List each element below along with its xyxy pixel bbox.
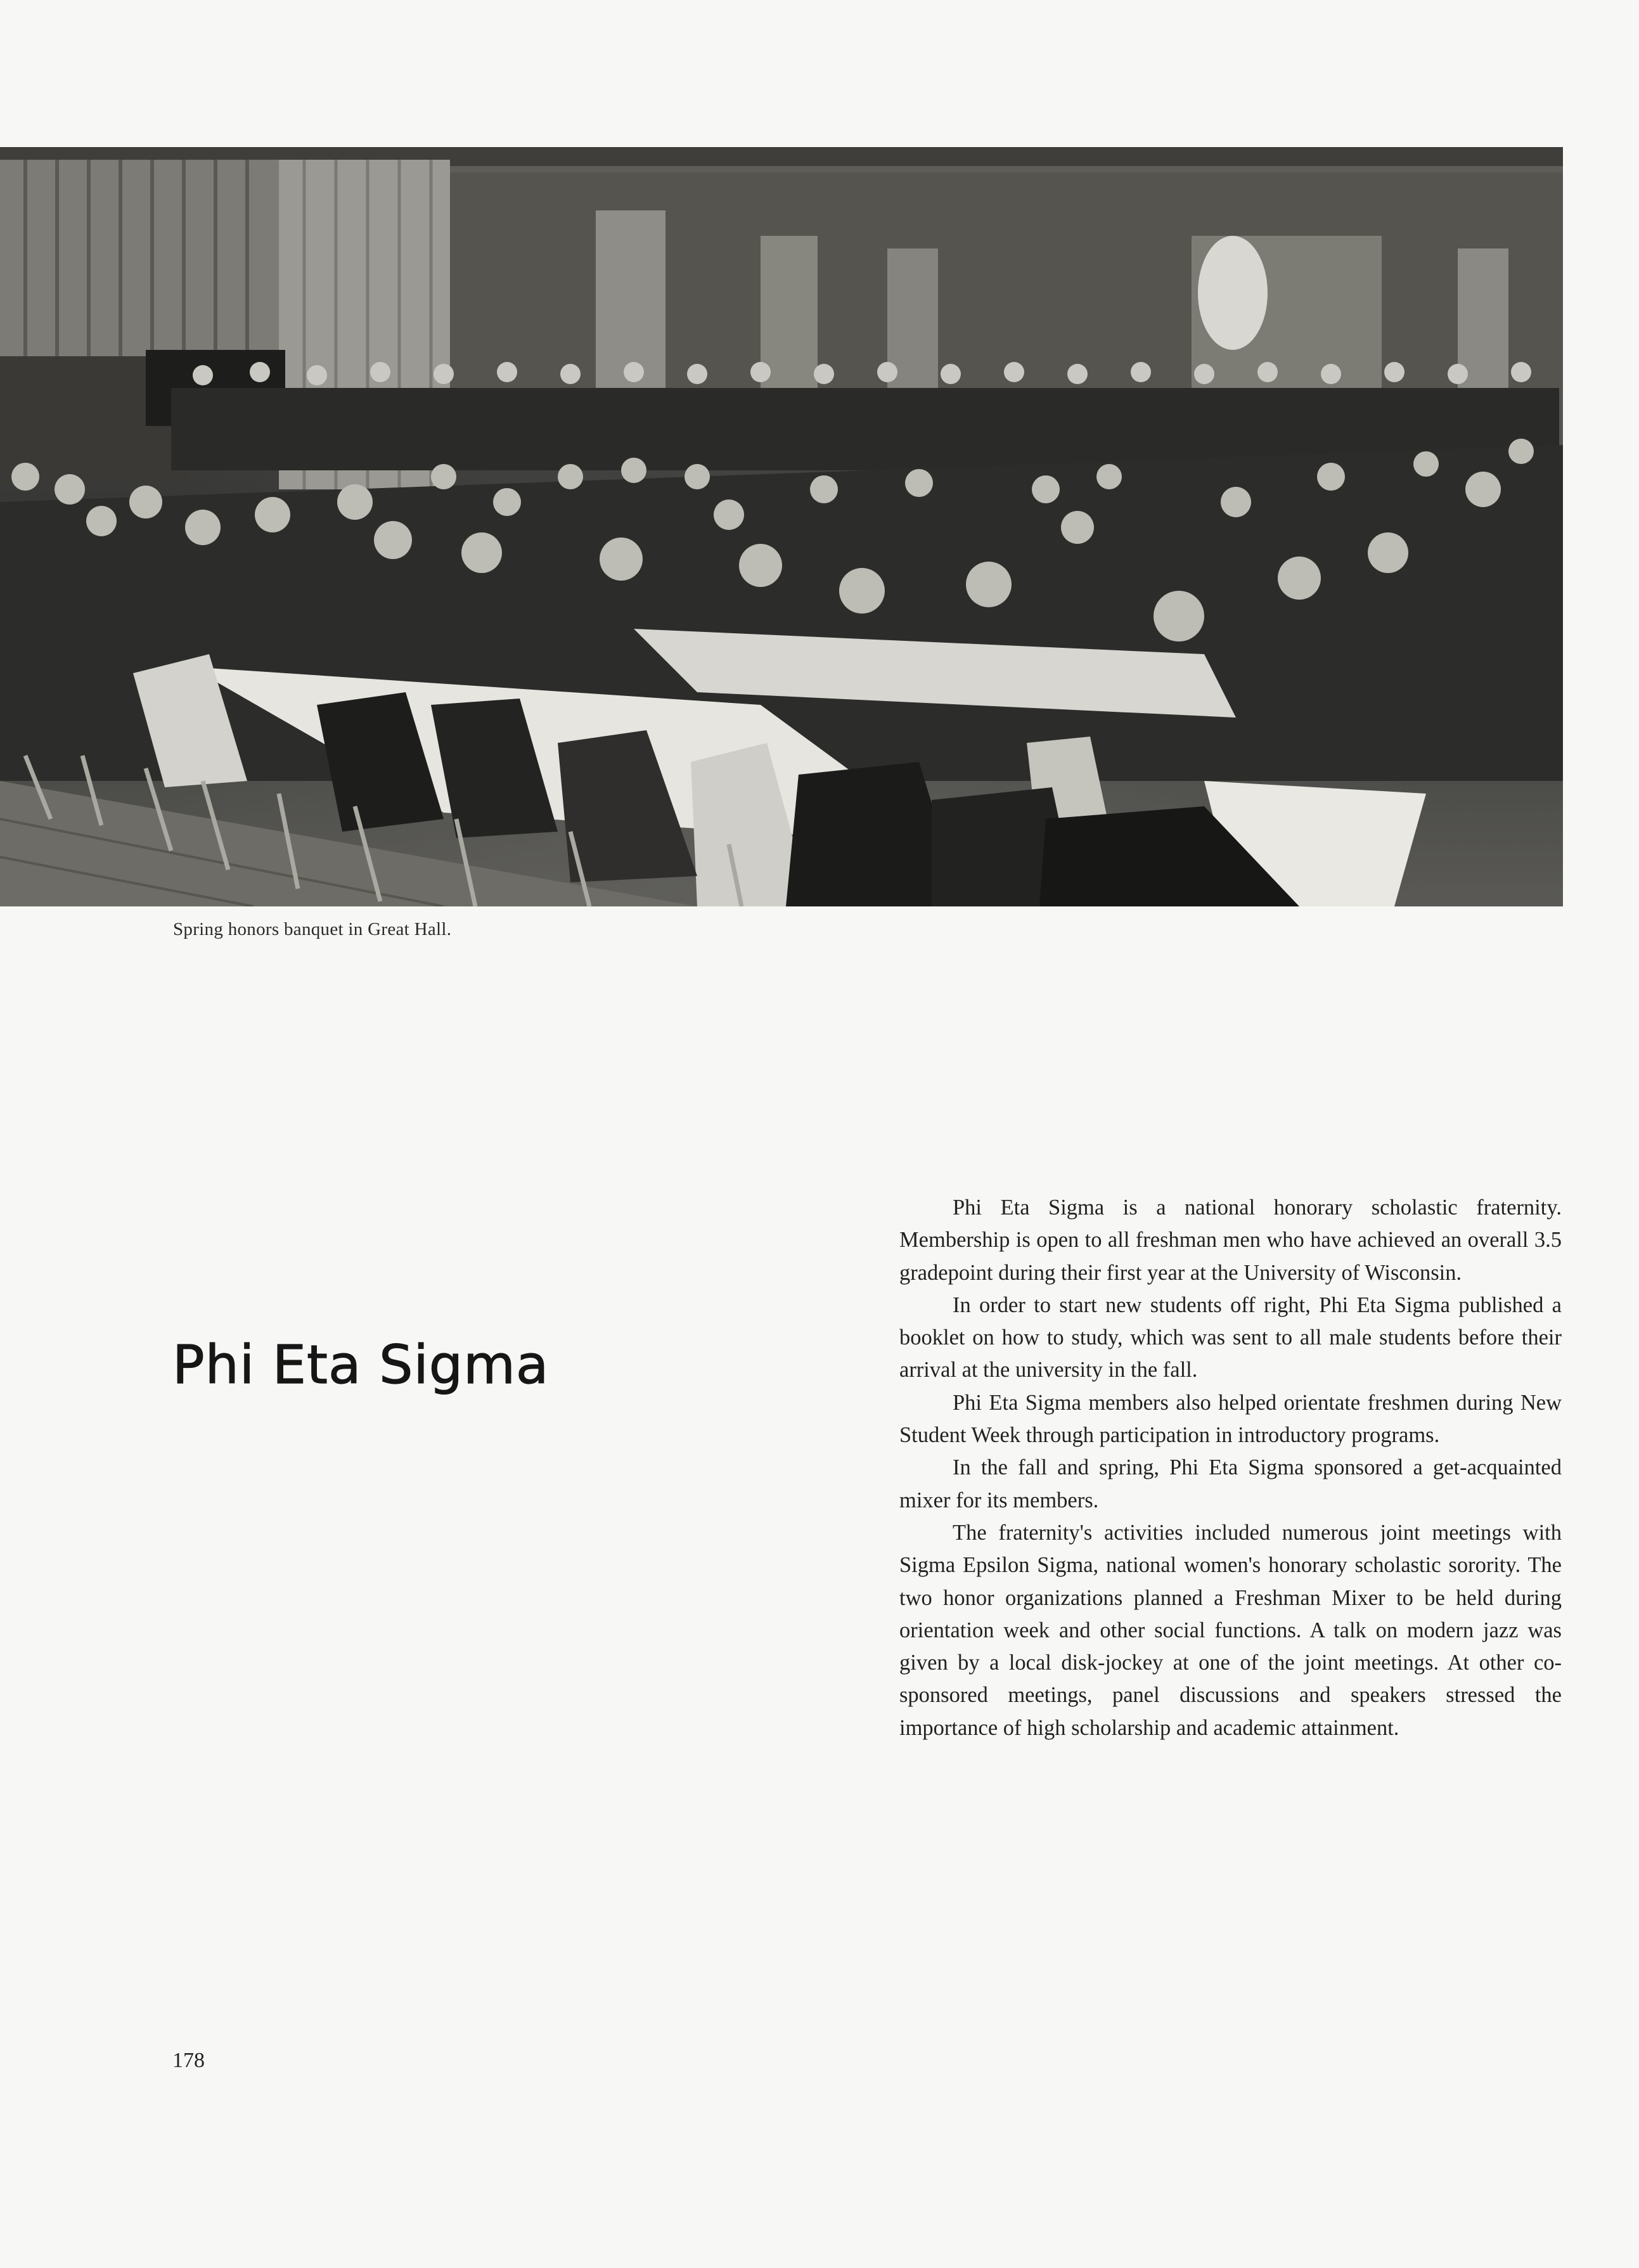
article-body <box>899 1192 1562 1744</box>
paragraph: Phi Eta Sigma is a national honorary scholastic fraternity. Membership is open to all freshman men who have achieved an overall 3.5 gradepoint during their first year at the University of Wisconsin. <box>899 1195 1562 1285</box>
photo-caption: Spring honors banquet in Great Hall. <box>173 919 452 939</box>
banquet-photo <box>0 147 1563 906</box>
paragraph: In the fall and spring, Phi Eta Sigma sponsored a get-acquainted mixer for its members. <box>899 1455 1562 1512</box>
page-number: 178 <box>172 2049 205 2072</box>
paragraph: In order to start new students off right, Phi Eta Sigma published a booklet on how to study, which was sent to all male students before their arrival at the university in the fall. <box>899 1292 1562 1382</box>
paragraph: The fraternity's activities included numerous joint meetings with Sigma Epsilon Sigma, national women's honorary scholastic sorority. The two honor organizations planned a Freshman Mixer to be held during orientation week and other social functions. A talk on modern jazz was given by a local disk-jockey at one of the joint meetings. At other co-sponsored meetings, panel discussions and speakers stressed the importance of high scholarship and academic attainment. <box>899 1520 1562 1740</box>
page-title: Phi Eta Sigma <box>172 1334 550 1396</box>
paragraph: Phi Eta Sigma members also helped orientate freshmen during New Student Week through participation in introductory programs. <box>899 1390 1562 1448</box>
banquet-photo-illustration <box>0 147 1563 906</box>
